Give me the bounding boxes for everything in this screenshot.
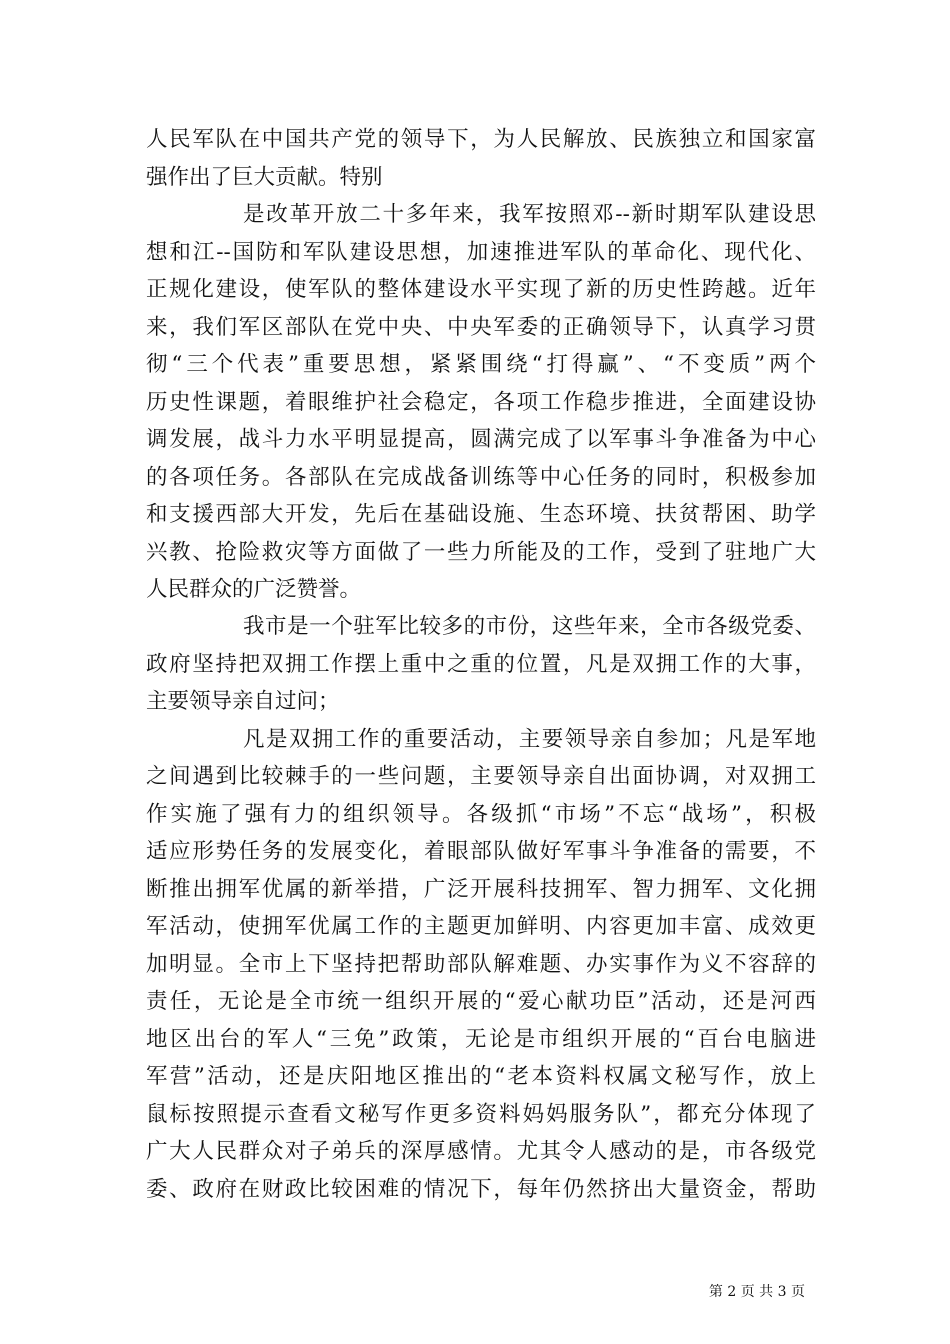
- text-line: 的各项任务。各部队在完成战备训练等中心任务的同时，积极参加: [146, 465, 816, 490]
- text-line: 适应形势任务的发展变化，着眼部队做好军事斗争准备的需要，不: [146, 839, 816, 864]
- text-line: 委、政府在财政比较困难的情况下，每年仍然挤出大量资金，帮助: [146, 1177, 816, 1202]
- text-line: 地区出台的军人“三免”政策，无论是市组织开展的“百台电脑进: [146, 1027, 816, 1052]
- text-line: 人民群众的广泛赞誉。: [146, 577, 362, 602]
- text-line: 兴教、抢险救灾等方面做了一些力所能及的工作，受到了驻地广大: [146, 540, 816, 565]
- text-line: 凡是双拥工作的重要活动，主要领导亲自参加；凡是军地: [243, 727, 816, 752]
- text-line: 加明显。全市上下坚持把帮助部队解难题、办实事作为义不容辞的: [146, 952, 816, 977]
- text-line: 断推出拥军优属的新举措，广泛开展科技拥军、智力拥军、文化拥: [146, 877, 816, 902]
- text-line: 正规化建设，使军队的整体建设水平实现了新的历史性跨越。近年: [146, 277, 816, 302]
- text-line: 我市是一个驻军比较多的市份，这些年来，全市各级党委、: [243, 614, 816, 639]
- text-line: 彻“三个代表”重要思想，紧紧围绕“打得赢”、“不变质”两个: [146, 352, 816, 377]
- text-line: 想和江--国防和军队建设思想，加速推进军队的革命化、现代化、: [146, 240, 816, 265]
- text-line: 政府坚持把双拥工作摆上重中之重的位置，凡是双拥工作的大事，: [146, 652, 816, 677]
- text-line: 鼠标按照提示查看文秘写作更多资料妈妈服务队”，都充分体现了: [146, 1102, 816, 1127]
- text-line: 广大人民群众对子弟兵的深厚感情。尤其令人感动的是，市各级党: [146, 1139, 816, 1164]
- text-line: 责任，无论是全市统一组织开展的“爱心献功臣”活动，还是河西: [146, 989, 816, 1014]
- text-line: 军活动，使拥军优属工作的主题更加鲜明、内容更加丰富、成效更: [146, 914, 816, 939]
- text-line: 历史性课题，着眼维护社会稳定，各项工作稳步推进，全面建设协: [146, 390, 816, 415]
- text-line: 军营”活动，还是庆阳地区推出的“老本资料权属文秘写作，放上: [146, 1064, 816, 1089]
- text-line: 强作出了巨大贡献。特别: [146, 165, 383, 190]
- page-number-footer: 第 2 页 共 3 页: [708, 1284, 805, 1300]
- text-line: 来，我们军区部队在党中央、中央军委的正确领导下，认真学习贯: [146, 315, 816, 340]
- text-line: 主要领导亲自过问；: [146, 689, 340, 714]
- text-line: 调发展，战斗力水平明显提高，圆满完成了以军事斗争准备为中心: [146, 427, 816, 452]
- text-line: 人民军队在中国共产党的领导下，为人民解放、民族独立和国家富: [146, 127, 816, 152]
- text-line: 之间遇到比较棘手的一些问题，主要领导亲自出面协调，对双拥工: [146, 764, 816, 789]
- text-line: 和支援西部大开发，先后在基础设施、生态环境、扶贫帮困、助学: [146, 502, 816, 527]
- text-line: 作实施了强有力的组织领导。各级抓“市场”不忘“战场”，积极: [146, 802, 816, 827]
- text-line: 是改革开放二十多年来，我军按照邓--新时期军队建设思: [243, 202, 816, 227]
